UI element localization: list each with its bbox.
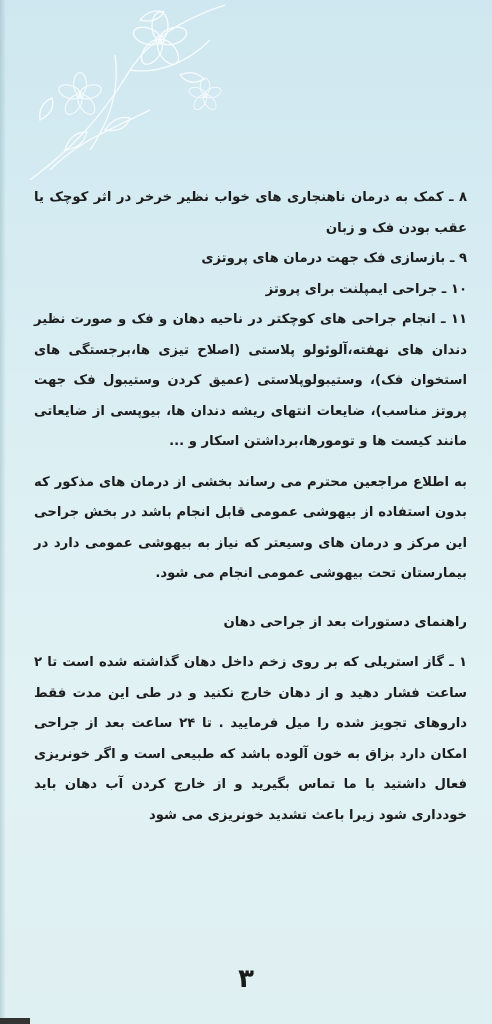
section-heading: راهنمای دستورات بعد از جراحی دهان: [223, 614, 467, 630]
bottom-edge-mark: [0, 1018, 30, 1024]
page-number: ۳: [238, 964, 254, 994]
paragraph-item-9: ۹ ـ بازسازی فک جهت درمان های پروتزی: [201, 251, 467, 266]
paragraph-item-10: ۱۰ ـ جراحی ایمپلنت برای پروتز: [265, 281, 467, 297]
document-body: [34, 183, 467, 831]
floral-ornament-icon: [10, 0, 240, 185]
page-edge-shadow: [0, 0, 6, 1024]
notice-paragraph: به اطلاع مراجعین محترم می رساند بخشی از درمان های مذکور که بدون استفاده از بیهوشی عمومی قابل انجام باشد در بخش جراحی این مرکز و درمان های وسیعتر که نیاز به بیهوشی عمومی دارد در بیمارستان تحت بیهوشی عمومی انجام می شود.: [34, 474, 467, 581]
paragraph-item-8: ۸ ـ کمک به درمان ناهنجاری های خواب نظیر خرخر در اثر کوچک یا عقب بودن فک و زبان: [34, 190, 467, 236]
paragraph-item-11: ۱۱ ـ انجام جراحی های کوچکتر در ناحیه دهان و فک و صورت نظیر دندان های نهفته،آلوئولو پلاستی (اصلاح تیزی ها،برجستگی های استخوان فک)، وستیبولوپلاستی (عمیق کردن وستیبول فک جهت پروتز مناسب)، ضایعات انتهای ریشه دندان ها، بیوپسی از ضایعاتی مانند کیست ها و تومورها،برداشتن اسکار و ...: [34, 312, 467, 449]
instruction-paragraph-1: ۱ ـ گاز استریلی که بر روی زخم داخل دهان گذاشته شده است تا ۲ ساعت فشار دهید و از دهان خارج نکنید و در طی این مدت فقط داروهای تجویز شده را میل فرمایید . تا ۲۴ ساعت بعد از جراحی امکان دارد بزاق به خون آلوده باشد که طبیعی است و اگر خونریزی فعال داشتید با ما تماس بگیرید و از خارج کردن آب دهان باید خودداری شود زیرا باعث تشدید خونریزی می شود: [34, 655, 467, 823]
